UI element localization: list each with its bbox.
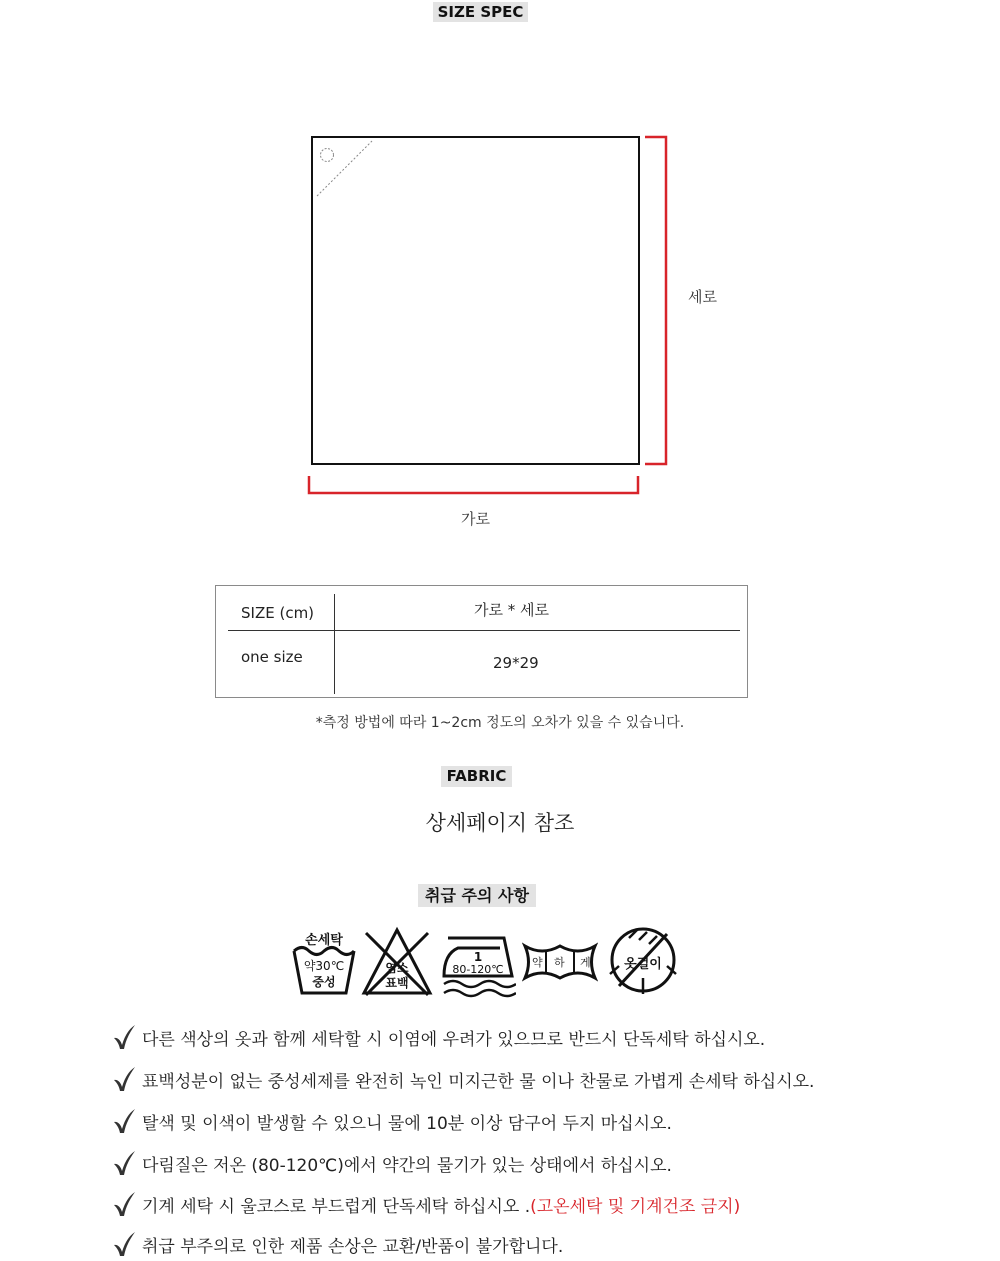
table-cell-size-name: one size [241, 648, 303, 666]
care-note [112, 1146, 672, 1180]
table-header-size: SIZE (cm) [241, 604, 315, 622]
care-note-text: 다림질은 저온 (80-120℃)에서 약간의 물기가 있는 상태에서 하십시오. [142, 1155, 672, 1176]
wring-gently-icon [522, 942, 598, 982]
table-cell-dimensions: 29*29 [493, 654, 539, 672]
hand-wash-detergent: 중성 [312, 975, 336, 989]
care-icons [0, 920, 1000, 1000]
no-bleach-icon [360, 925, 434, 999]
width-label: 가로 [461, 510, 490, 528]
table-column-divider [334, 594, 335, 694]
wring-label-1: 약 [532, 956, 543, 969]
checkmark-icon [112, 1150, 136, 1176]
wring-label-3: 게 [580, 956, 591, 969]
measurement-note: *측정 방법에 따라 1~2cm 정도의 오차가 있을 수 있습니다. [315, 715, 685, 731]
no-bleach-label-top: 염소 [385, 961, 409, 975]
fabric-title: FABRIC [441, 766, 512, 787]
care-note [112, 1104, 672, 1138]
hand-wash-temp: 약30℃ [303, 959, 345, 973]
care-note-text: 취급 부주의로 인한 제품 손상은 교환/반품이 불가합니다. [142, 1236, 564, 1257]
wring-label-2: 하 [554, 956, 565, 969]
table-row-divider [228, 630, 740, 631]
table-header-dimensions: 가로 * 세로 [474, 601, 549, 619]
height-label: 세로 [688, 288, 717, 306]
checkmark-icon [112, 1231, 136, 1257]
size-diagram [0, 0, 1000, 560]
hand-wash-icon [290, 925, 358, 997]
iron-level: 1 [473, 950, 483, 964]
checkmark-icon [112, 1066, 136, 1092]
care-title: 취급 주의 사항 [418, 884, 536, 907]
care-note [112, 1020, 765, 1054]
height-dimension-line [645, 137, 666, 464]
checkmark-icon [112, 1024, 136, 1050]
size-spec-title: SIZE SPEC [433, 2, 528, 22]
fabric-info: 상세페이지 참조 [425, 811, 575, 835]
iron-icon [440, 928, 516, 998]
checkmark-icon [112, 1191, 136, 1217]
width-dimension-line [309, 476, 638, 493]
care-note-text: 기계 세탁 시 울코스로 부드럽게 단독세탁 하십시오 . [142, 1196, 531, 1217]
care-note-text: 다른 색상의 옷과 함께 세탁할 시 이염에 우려가 있으므로 반드시 단독세탁 하십시오. [142, 1029, 766, 1050]
care-note [112, 1187, 740, 1221]
hand-wash-label: 손세탁 [305, 933, 343, 948]
care-note-text: 표백성분이 없는 중성세제를 완전히 녹인 미지근한 물 이나 찬물로 가볍게 손세탁 하십시오. [142, 1071, 815, 1092]
care-note-warning: (고온세탁 및 기계건조 금지) [530, 1196, 741, 1217]
iron-temp: 80-120℃ [452, 963, 504, 976]
care-note [112, 1062, 814, 1096]
care-note [112, 1227, 563, 1261]
care-note-text: 탈색 및 이색이 발생할 수 있으니 물에 10분 이상 담구어 두지 마십시오. [142, 1113, 672, 1134]
size-table [215, 585, 748, 698]
no-bleach-label-bottom: 표백 [385, 976, 409, 990]
checkmark-icon [112, 1108, 136, 1134]
no-tumble-label: 옷걸이 [624, 957, 662, 972]
no-tumble-dry-icon [607, 926, 679, 998]
product-outline [312, 137, 639, 464]
